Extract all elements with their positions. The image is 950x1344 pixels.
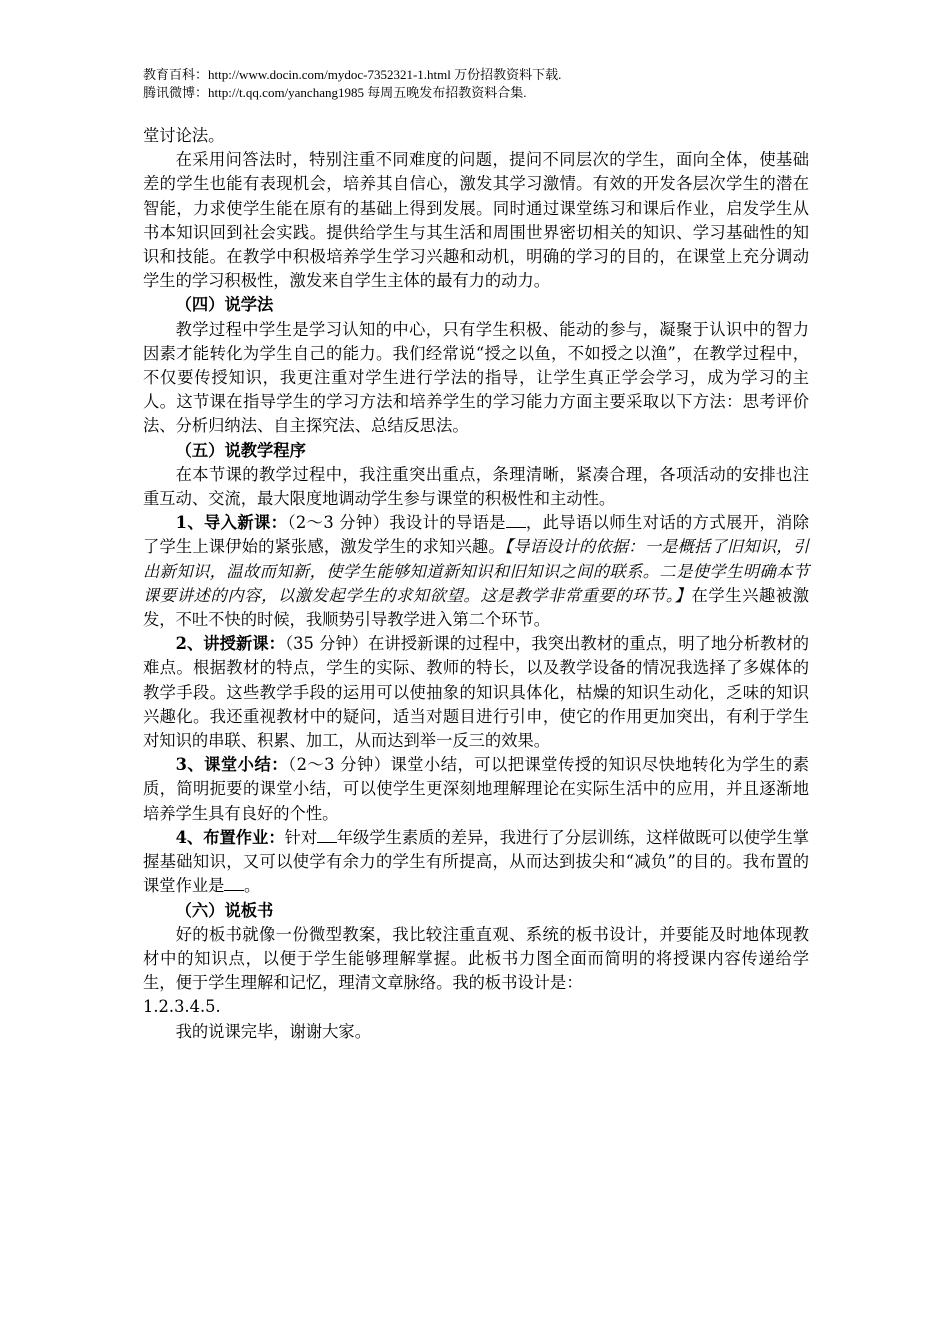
heading-blackboard: （六）说板书 <box>175 900 274 920</box>
step-1-text-b: ，此导语以师生对话的方式展开，消除了学生上课伊始的紧张感，激发学生的求知兴趣。 <box>143 513 809 557</box>
fill-blank <box>317 827 337 843</box>
paragraph-qa-method: 在采用问答法时，特别注重不同难度的问题，提问不同层次的学生，面向全体，使基础差的学生也能有表现机会，培养其自信心，激发其学习激情。有效的开发各层次学生的潜在智能，力求使学生能在原有的基础上得到发展。同时通过课堂练习和课后作业，启发学生从书本知识回到社会实践。提供给学生与其生活和周围世界密切相关的知识、学习基础性的知识和技能。在教学中积极培养学生学习兴趣和动机，明确的学习的目的，在课堂上充分调动学生的学习积极性，激发来自学生主体的最有力的动力。 <box>143 150 809 291</box>
header-line-weibo: 腾讯微博：http://t.qq.com/yanchang1985 每周五晚发布招教资料合集. <box>143 85 527 100</box>
step-4-text-a: 针对 <box>284 827 318 847</box>
paragraph-blackboard: 好的板书就像一份微型教案，我比较注重直观、系统的板书设计，并要能及时地体现教材中的知识点，以便于学生能够理解掌握。此板书力图全面而简明的将授课内容传递给学生，便于学生理解和记忆，理清文章脉络。我的板书设计是： <box>143 924 809 993</box>
document-body <box>143 124 809 1044</box>
paragraph-procedure-intro: 在本节课的教学过程中，我注重突出重点，条理清晰，紧凑合理，各项活动的安排也注重互动、交流，最大限度地调动学生参与课堂的积极性和主动性。 <box>143 464 809 509</box>
heading-teaching-procedure: （五）说教学程序 <box>175 440 306 460</box>
step-3-label: 3、课堂小结： <box>175 755 288 775</box>
paragraph-continuation: 堂讨论法。 <box>143 126 225 145</box>
step-4-label: 4、布置作业： <box>175 827 285 847</box>
fill-blank <box>506 513 526 529</box>
step-assign-homework <box>143 826 809 899</box>
step-4-text-b: 年级学生素质的差异，我进行了分层训练，这样做既可以使学生掌握基础知识，又可以使学有余力的学生有所提高，从而达到拔尖和“减负”的目的。我布置的课堂作业是 <box>143 827 809 896</box>
step-1-text-c: 在学生兴趣被激发，不吐不快的时候，我顺势引导教学进入第二个环节。 <box>143 585 809 630</box>
header-line-docin: 教育百科：http://www.docin.com/mydoc-7352321-1.html 万份招教资料下载. <box>143 67 562 82</box>
step-1-note: 【导语设计的依据：一是概括了旧知识，引出新知识，温故而知新，使学生能够知道新知识和旧知识之间的联系。二是使学生明确本节课要讲述的内容，以激发起学生的求知欲望。这是教学非常重要的环节。】 <box>143 537 809 605</box>
paragraph-closing: 我的说课完毕，谢谢大家。 <box>175 1021 371 1041</box>
step-2-label: 2、讲授新课： <box>175 634 285 654</box>
step-4-text-c: 。 <box>243 876 261 896</box>
step-teach-new-lesson <box>143 632 809 753</box>
step-introduce-new-lesson <box>143 511 809 632</box>
blackboard-outline: 1.2.3.4.5. <box>143 997 221 1017</box>
step-2-text: （35 分钟）在讲授新课的过程中，我突出教材的重点，明了地分析教材的难点。根据教材的特点，学生的实际、教师的特长，以及教学设备的情况我选择了多媒体的教学手段。这些教学手段的运用可以使抽象的知识具体化，枯燥的知识生动化，乏味的知识兴趣化。我还重视教材中的疑问，适当对题目进行引申，使它的作用更加突出，有利于学生对知识的串联、积累、加工，从而达到举一反三的效果。 <box>143 634 809 751</box>
step-1-text-a: （2～3 分钟）我设计的导语是 <box>287 513 506 533</box>
page-header <box>143 66 843 102</box>
fill-blank <box>224 876 244 892</box>
step-3-text: （2～3 分钟）课堂小结，可以把课堂传授的知识尽快地转化为学生的素质，简明扼要的课堂小结，可以使学生更深刻地理解理论在实际生活中的应用，并且逐渐地培养学生具有良好的个性。 <box>143 755 809 823</box>
paragraph-learning-method: 教学过程中学生是学习认知的中心，只有学生积极、能动的参与，凝聚于认识中的智力因素才能转化为学生自己的能力。我们经常说“授之以鱼，不如授之以渔”，在教学过程中，不仅要传授知识，我更注重对学生进行学法的指导，让学生真正学会学习，成为学习的主人。这节课在指导学生的学习方法和培养学生的学习能力方面主要采取以下方法：思考评价法、分析归纳法、自主探究法、总结反思法。 <box>143 319 809 436</box>
step-1-label: 1、导入新课： <box>175 513 288 533</box>
step-class-summary <box>143 753 809 826</box>
heading-learning-method: （四）说学法 <box>175 295 274 315</box>
